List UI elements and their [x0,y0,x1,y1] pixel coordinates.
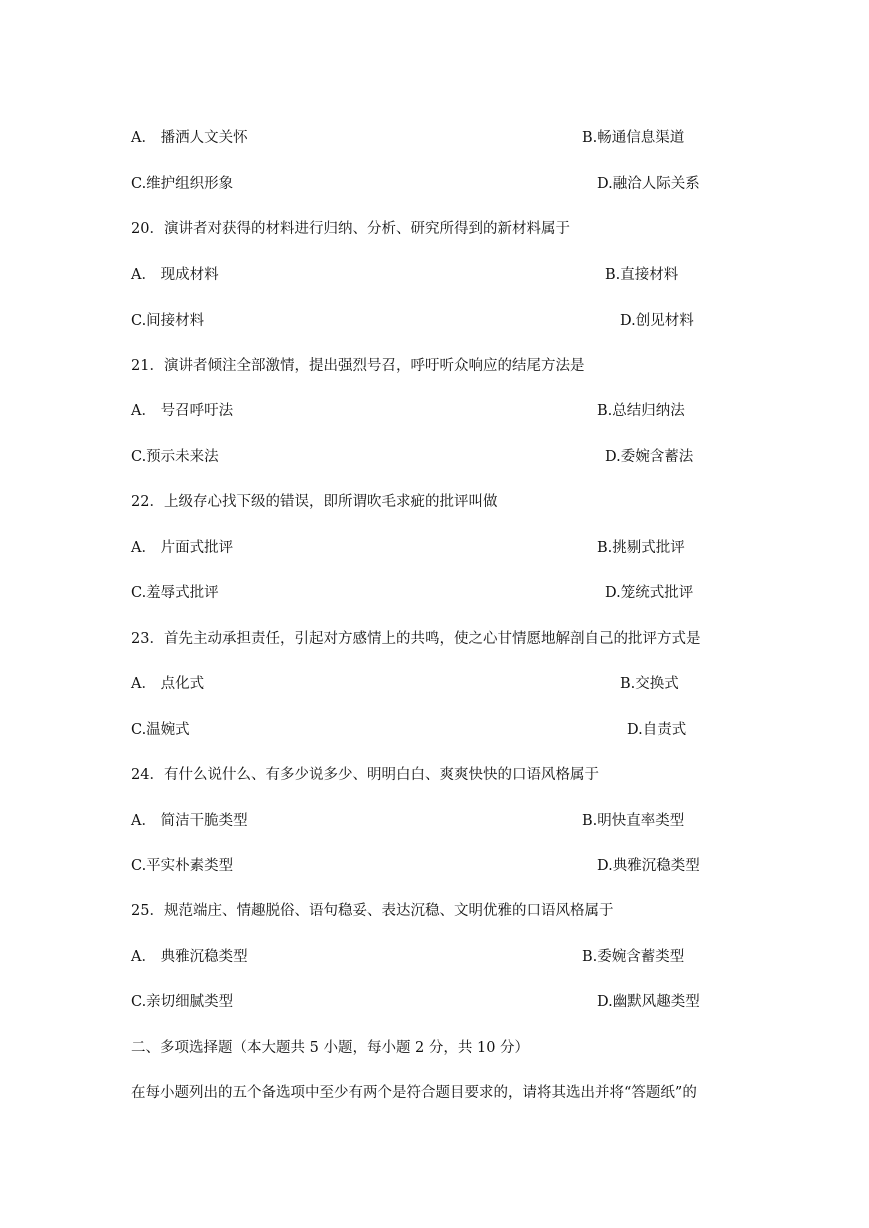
q25-option-c: C.亲切细腻类型 [131,994,234,1010]
q22-stem: 22．上级存心找下级的错误，即所谓吹毛求疵的批评叫做 [131,494,498,510]
q19-option-c: C.维护组织形象 [131,176,234,192]
q25-option-a: A． 典雅沉稳类型 [131,949,248,965]
q20-stem: 20．演讲者对获得的材料进行归纳、分析、研究所得到的新材料属于 [131,221,570,237]
q20-option-d: D.创见材料 [620,313,694,329]
q21-option-a: A． 号召呼吁法 [131,403,234,419]
q19-option-a: A． 播洒人文关怀 [131,130,248,146]
q25-option-d: D.幽默风趣类型 [597,994,700,1010]
q21-option-c: C.预示未来法 [131,449,219,465]
q23-option-b: B.交换式 [620,676,679,692]
q22-option-d: D.笼统式批评 [605,585,694,601]
q24-option-a: A． 简洁干脆类型 [131,813,248,829]
q22-option-b: B.挑剔式批评 [597,540,685,556]
q25-stem: 25．规范端庄、情趣脱俗、语句稳妥、表达沉稳、文明优雅的口语风格属于 [131,903,614,919]
q22-option-c: C.羞辱式批评 [131,585,219,601]
q20-option-a: A． 现成材料 [131,267,219,283]
q21-stem: 21．演讲者倾注全部激情，提出强烈号召，呼吁听众响应的结尾方法是 [131,358,585,374]
q24-option-b: B.明快直率类型 [582,813,685,829]
q21-option-b: B.总结归纳法 [597,403,685,419]
q19-option-d: D.融洽人际关系 [597,176,700,192]
q24-option-d: D.典雅沉稳类型 [597,858,700,874]
q25-option-b: B.委婉含蓄类型 [582,949,685,965]
q23-option-a: A． 点化式 [131,676,205,692]
q24-stem: 24．有什么说什么、有多少说多少、明明白白、爽爽快快的口语风格属于 [131,767,599,783]
q19-option-b: B.畅通信息渠道 [582,130,685,146]
section2-heading: 二、多项选择题（本大题共 5 小题，每小题 2 分，共 10 分） [131,1040,530,1056]
q20-option-c: C.间接材料 [131,313,205,329]
q20-option-b: B.直接材料 [605,267,679,283]
q23-stem: 23．首先主动承担责任，引起对方感情上的共鸣，使之心甘情愿地解剖自己的批评方式是 [131,631,701,647]
q22-option-a: A． 片面式批评 [131,540,234,556]
q23-option-d: D.自责式 [627,722,687,738]
q24-option-c: C.平实朴素类型 [131,858,234,874]
section2-instruction: 在每小题列出的五个备选项中至少有两个是符合题目要求的，请将其选出并将“答题纸”的 [131,1085,697,1101]
q21-option-d: D.委婉含蓄法 [605,449,694,465]
q23-option-c: C.温婉式 [131,722,190,738]
